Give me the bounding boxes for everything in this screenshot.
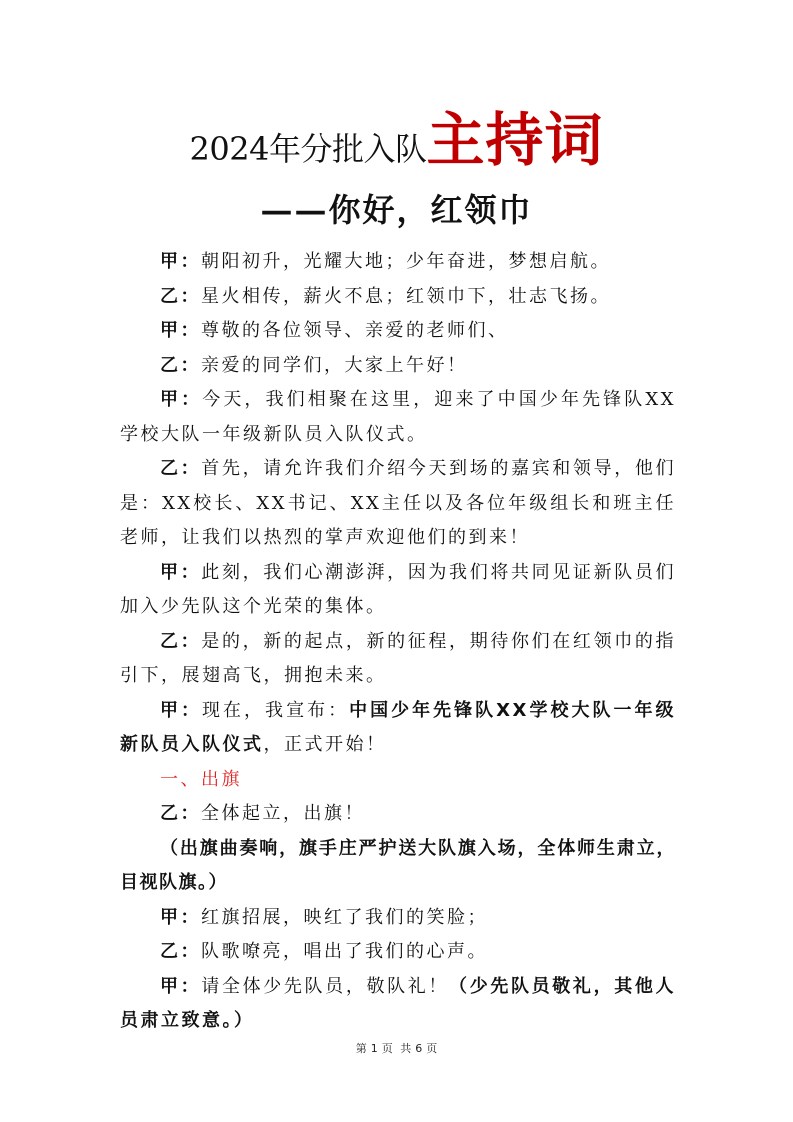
page-label-suffix: 页: [426, 1042, 438, 1055]
current-page-number: 1: [370, 1042, 378, 1055]
page-footer: [0, 1040, 793, 1056]
paragraph-text: 全体起立，出旗！: [201, 803, 365, 824]
paragraph-text: 亲爱的同学们，大家上午好！: [201, 354, 468, 376]
paragraph: [120, 556, 676, 625]
paragraph: [120, 314, 676, 349]
speaker-label: 甲：: [160, 251, 201, 272]
speaker-label: 乙：: [160, 941, 201, 962]
speaker-label: 甲：: [160, 699, 203, 721]
speaker-label: 甲：: [160, 906, 201, 928]
paragraph-text: 队歌嘹亮，唱出了我们的心声。: [201, 941, 488, 962]
speaker-label: 乙：: [160, 285, 201, 307]
paragraph-announcement: [120, 694, 676, 763]
document-title: [0, 100, 793, 180]
paragraph-text: 首先，请允许我们介绍今天到场的嘉宾和领导，他们是：XX校长、XX书记、XX主任以及各位年级组长和班主任老师，让我们以热烈的掌声欢迎他们的到来！: [120, 458, 677, 548]
title-highlight: 主持词: [426, 106, 604, 174]
title-prefix: 2024年分批入队: [189, 130, 427, 168]
paragraph: [120, 901, 676, 936]
paragraph: [120, 245, 676, 280]
paragraph-text: 是的，新的起点，新的征程，期待你们在红领巾的指引下，展翅高飞，拥抱未来。: [120, 630, 677, 686]
speaker-label: 乙：: [160, 354, 201, 376]
paragraph-text: 请全体少先队员，敬队礼！: [201, 975, 450, 997]
paragraph: [120, 970, 676, 1039]
speaker-label: 甲：: [160, 975, 202, 997]
speaker-label: 乙：: [160, 630, 202, 652]
document-body: [120, 245, 676, 1039]
speaker-label: 乙：: [160, 803, 201, 824]
stage-direction-inline: （少先队员敬礼，其他人员肃立致意。）: [120, 975, 677, 1031]
paragraph-text: 尊敬的各位领导、亲爱的老师们、: [201, 320, 509, 341]
paragraph-text: 今天，我们相聚在这里，迎来了中国少年先锋队XX学校大队一年级新队员入队仪式。: [120, 389, 676, 445]
paragraph-text: ，正式开始！: [263, 734, 387, 755]
page-label-prefix: 第: [355, 1042, 367, 1055]
paragraph: [120, 280, 676, 315]
paragraph: [120, 383, 676, 452]
paragraph-text: 此刻，我们心潮澎湃，因为我们将共同见证新队员们加入少先队这个光荣的集体。: [120, 561, 677, 617]
ceremony-name-bold: 中国少年先锋队XX学校大队一年级新队员入队仪式: [120, 699, 677, 755]
paragraph: [120, 935, 676, 970]
paragraph-text: 朝阳初升，光耀大地；少年奋进，梦想启航。: [201, 251, 611, 272]
speaker-label: 甲：: [160, 320, 201, 341]
paragraph: [120, 797, 676, 832]
paragraph: [120, 349, 676, 384]
total-pages-number: 6: [415, 1042, 423, 1055]
document-subtitle: ——你好，红领巾: [260, 191, 533, 229]
stage-direction: （出旗曲奏响，旗手庄严护送大队旗入场，全体师生肃立，目视队旗。）: [120, 837, 676, 893]
speaker-label: 甲：: [160, 389, 203, 410]
page-label-mid: 页 共: [381, 1042, 412, 1055]
paragraph-text: 红旗招展，映红了我们的笑脸；: [201, 906, 488, 928]
speaker-label: 甲：: [160, 561, 202, 583]
paragraph-text: 星火相传，薪火不息；红领巾下，壮志飞扬。: [201, 285, 611, 307]
paragraph: [120, 452, 676, 556]
paragraph: [120, 625, 676, 694]
paragraph-text: 现在，我宣布：: [202, 699, 350, 721]
speaker-label: 乙：: [160, 458, 202, 479]
section-heading-flag-raising: 一、出旗: [160, 768, 242, 790]
